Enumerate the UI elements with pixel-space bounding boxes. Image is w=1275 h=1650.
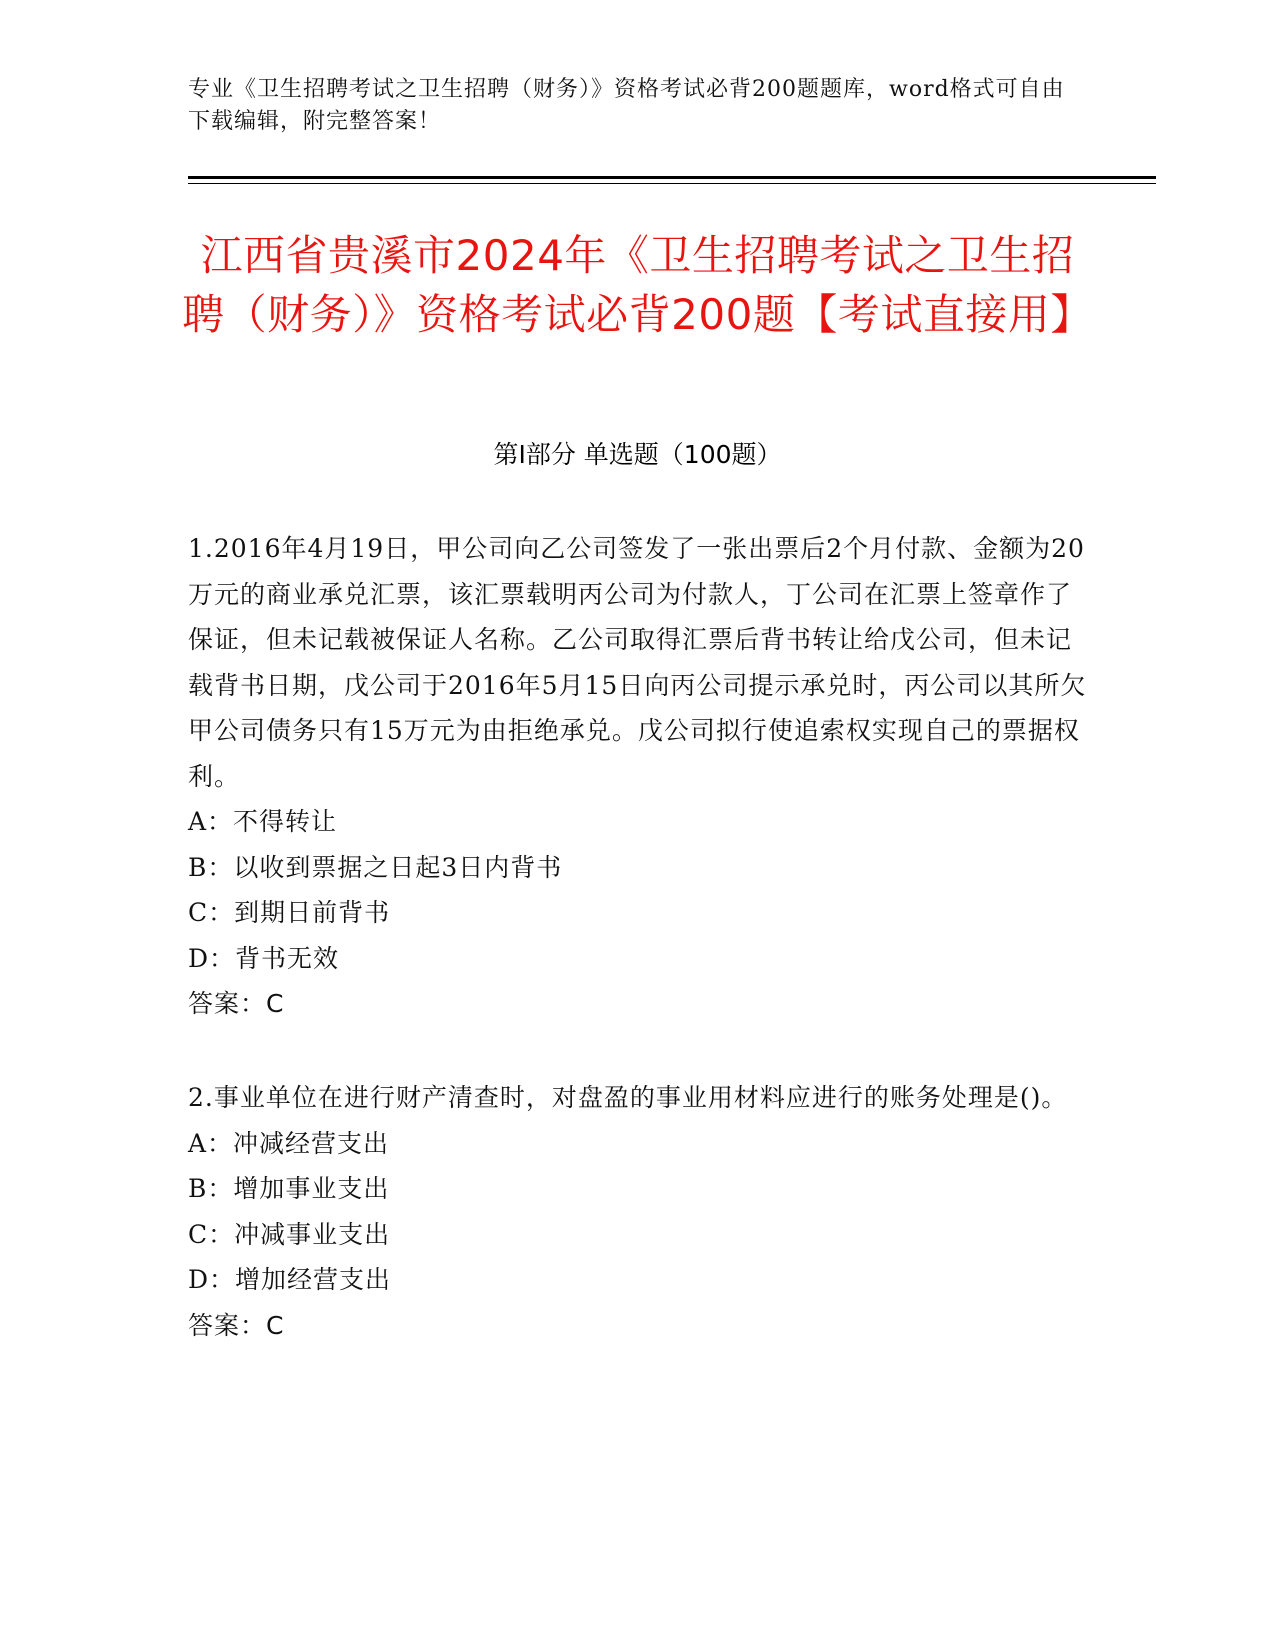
option-b: B：以收到票据之日起3日内背书	[188, 852, 563, 882]
question-stem: 2.事业单位在进行财产清查时，对盘盈的事业用材料应进行的账务处理是()。	[188, 1083, 1068, 1112]
section-title: 第Ⅰ部分 单选题（100题）	[493, 440, 782, 469]
answer: 答案：C	[188, 1310, 285, 1340]
option-c: C：到期日前背书	[188, 898, 391, 927]
header-divider-thick	[188, 176, 1156, 179]
option-d: D：增加经营支出	[188, 1265, 392, 1294]
option-c: C：冲减事业支出	[188, 1219, 391, 1249]
option-a: A：冲减经营支出	[188, 1128, 390, 1158]
option-a: A：不得转让	[188, 807, 338, 836]
question-1	[188, 526, 1088, 1027]
header-divider-thin	[188, 183, 1156, 184]
document-title: 江西省贵溪市2024年《卫生招聘考试之卫生招聘（财务）》资格考试必背200题【考试直接用】	[182, 231, 1093, 339]
option-d: D：背书无效	[188, 943, 340, 973]
question-2	[188, 1075, 1088, 1348]
header-note: 专业《卫生招聘考试之卫生招聘（财务）》资格考试必背200题题库，word格式可自由下载编辑，附完整答案！	[188, 77, 1065, 134]
answer: 答案：C	[188, 989, 285, 1018]
option-b: B：增加事业支出	[188, 1174, 390, 1203]
question-stem: 1.2016年4月19日，甲公司向乙公司签发了一张出票后2个月付款、金额为20万元的商业承兑汇票，该汇票载明丙公司为付款人，丁公司在汇票上签章作了保证，但未记载被保证人名称。乙公司取得汇票后背书转让给戊公司，但未记载背书日期，戊公司于2016年5月15日向丙公司提示承兑时，丙公司以其所欠甲公司债务只有15万元为由拒绝承兑。戊公司拟行使追索权实现自己的票据权利。	[188, 534, 1087, 791]
